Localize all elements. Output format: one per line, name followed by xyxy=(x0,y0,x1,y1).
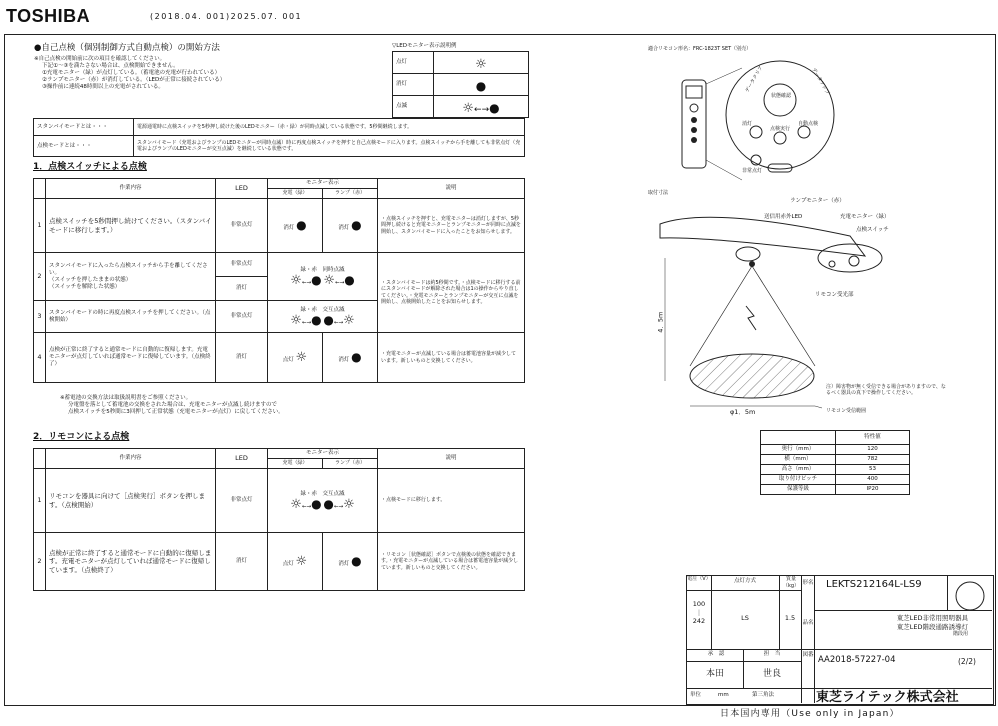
note-line: ※蓄電池の交換方法は取扱説明書をご参照ください。 xyxy=(60,395,192,401)
head-charge: 充電（緑） xyxy=(268,459,323,469)
row-led: 非常点灯 xyxy=(216,301,268,333)
doc-code: (2018.04. 001)2025.07. 001 xyxy=(150,12,303,21)
remote-btn-status: 状態確認 xyxy=(771,93,792,99)
tb-angle: 第三角法 xyxy=(752,692,775,698)
head-monitor: モニター表示 xyxy=(268,179,378,189)
row-no: 1 xyxy=(34,199,46,253)
tb-unit-label: 単位 xyxy=(690,692,702,698)
remote-btn-off: 消灯 xyxy=(742,121,753,127)
row-no: 1 xyxy=(34,469,46,533)
tb-line xyxy=(814,610,992,611)
tb-person: 世良 xyxy=(762,669,781,679)
spec-label: 取り付けピッチ xyxy=(761,475,836,485)
intro-line: ③操作前に連続48時間以上の充電がされている。 xyxy=(42,84,164,90)
row-no: 2 xyxy=(34,253,46,301)
tb-method: LS xyxy=(741,614,749,622)
legend-title: ▽LEDモニター表示説明例 xyxy=(392,43,457,49)
legend-table xyxy=(392,51,529,118)
tb-zuban: 図番 xyxy=(802,652,814,658)
tb-line xyxy=(801,576,802,703)
head-monitor: モニター表示 xyxy=(268,449,378,459)
section2-table xyxy=(33,448,525,591)
tb-approve-label: 承 認 xyxy=(707,651,725,657)
row-led: 非常点灯 xyxy=(216,199,268,253)
intro-line: ①充電モニター（緑）が点灯している。（蓄電池の充電が行われている） xyxy=(42,70,221,76)
tb-drawing-no: AA2018-57227-04 xyxy=(818,655,896,665)
section1-title: 1．点検スイッチによる点検 xyxy=(33,162,147,172)
row-led: 非常点灯 xyxy=(216,469,268,533)
legend-label: 点灯 xyxy=(393,52,434,74)
row-led: 消灯 xyxy=(216,533,268,591)
spec-value: 782 xyxy=(836,455,910,465)
row-work: 点検が正常に終了すると通常モードに自動的に復帰します。充電モニターが点灯していれば通常モードに復帰しています。（点検終了） xyxy=(46,333,216,383)
tb-names: 東芝LED非常用照明器具 東芝LED階段通路誘導灯 階段用 xyxy=(896,614,968,637)
head-led: LED xyxy=(216,179,268,199)
row-work: リモコンを器具に向けて［点検実行］ボタンを押します。（点検開始） xyxy=(46,469,216,533)
def-desc: スタンバイモード（充電およびランプのLEDモニターが同時点滅）時に再度点検スイッチを押すと自己点検モードに入ります。点検スイッチから手を離しても非常点灯（充電およびランプのLEDモニターが交互点滅）を継続している状態です。 xyxy=(134,136,525,157)
head-work: 作業内容 xyxy=(46,449,216,469)
head-led: LED xyxy=(216,449,268,469)
row-work: 点検スイッチを5秒間押し続けてください。（スタンバイモードに移行します。） xyxy=(46,199,216,253)
remote-title: 適合リモコン形名：FRC-1823T SET（別売） xyxy=(648,46,752,52)
row-monitor: 緑・赤 交互点滅 ☼←→● ●←→☼ xyxy=(268,301,378,333)
tb-mass-label: 質量（kg） xyxy=(779,576,802,590)
label-lamp-monitor: ランプモニター（赤） xyxy=(790,198,845,204)
spec-label: 保護等級 xyxy=(761,485,836,495)
row-work: スタンバイモードに入ったら点検スイッチから手を離してください。 （スイッチを押したままの状態） （スイッチを解除した状態） xyxy=(46,253,216,301)
intro-line: 下記①～③を満たさない場合は、点検開始できません。 xyxy=(42,63,179,69)
spec-value: IP20 xyxy=(836,485,910,495)
tb-volt-label: 電圧（V） xyxy=(687,576,712,590)
row-desc: ・点検スイッチを押すと、充電モニターは消灯しますが、5秒間押し続けると充電モニターとランプモニターが同時に点滅を開始し、スタンバイモードに入ったことをお知らせします。 xyxy=(378,199,525,253)
legend-label: 点滅 xyxy=(393,96,434,118)
tb-line xyxy=(743,649,744,688)
legend-blink-icon: ☼←→● xyxy=(434,96,529,118)
intro-line: ②ランプモニター（赤）が消灯している。（LEDが正常に接続されている） xyxy=(42,77,226,83)
head-charge: 充電（緑） xyxy=(268,189,323,199)
tb-line xyxy=(814,576,815,703)
tb-charge-label: 担 当 xyxy=(763,651,781,657)
tb-volt: 100 ｜ 242 xyxy=(692,600,706,625)
fixture-diameter: φ1．5m xyxy=(730,408,756,416)
row-charge: 点灯 ☼ xyxy=(268,533,323,591)
tb-model: LEKTS212164L-LS9 xyxy=(826,579,922,590)
row-led: 非常点灯 xyxy=(216,253,268,277)
head-no xyxy=(34,449,46,469)
def-term: 点検モードとは・・・ xyxy=(34,136,134,157)
tb-line xyxy=(686,590,801,591)
tb-page: (2/2) xyxy=(958,657,976,666)
tb-line xyxy=(686,649,992,650)
row-monitor: 緑・赤 交互点滅 ☼←→● ●←→☼ xyxy=(268,469,378,533)
row-charge: 点灯 ☼ xyxy=(268,333,323,383)
head-desc: 説明 xyxy=(378,449,525,469)
note-line: 点検スイッチを5秒間に3回押して正常状態（充電モニターが点灯）に戻してください。 xyxy=(68,409,284,415)
brand-logo: TOSHIBA xyxy=(6,6,91,26)
tb-hinmei: 品名 xyxy=(802,620,814,626)
tb-line xyxy=(711,576,712,649)
row-no: 2 xyxy=(34,533,46,591)
intro xyxy=(34,43,225,91)
row-charge: 消灯 ● xyxy=(268,199,323,253)
row-no: 3 xyxy=(34,301,46,333)
tb-method-label: 点灯方式 xyxy=(733,578,756,584)
remote-btn-auto: 自動点検 xyxy=(798,121,819,127)
spec-label: 横（mm） xyxy=(761,455,836,465)
spec-value: 120 xyxy=(836,445,910,455)
row-no: 4 xyxy=(34,333,46,383)
tb-approver: 本田 xyxy=(705,669,724,679)
definitions-table xyxy=(33,118,525,157)
row-led: 消灯 xyxy=(216,277,268,301)
section2-title: 2．リモコンによる点検 xyxy=(33,432,130,442)
legend-dot-icon: ● xyxy=(434,74,529,96)
row-desc: ・充電モニターが点滅している場合は蓄電池容量が減少しています。新しいものと交換してください。 xyxy=(378,333,525,383)
row-monitor: 緑・赤 同時点滅 ☼←→● ☼←→● xyxy=(268,253,378,301)
spec-value: 400 xyxy=(836,475,910,485)
row-lamp: 消灯 ● xyxy=(323,333,378,383)
spec-label: 奥行（mm） xyxy=(761,445,836,455)
fixture-range: リモコン受信範囲 xyxy=(826,408,867,414)
led-legend xyxy=(392,43,529,118)
spec-head: 特性値 xyxy=(836,431,910,445)
note-line: 分電盤を落として蓄電池の交換をされた場合は、充電モニターが点滅し続けますので xyxy=(68,402,278,408)
label-charge-monitor: 充電モニター（緑） xyxy=(840,214,890,220)
head-no xyxy=(34,179,46,199)
intro-line: ※自己点検の開始前に次の項目を確認してください。 xyxy=(34,56,166,62)
label-receiver: リモコン受光部 xyxy=(815,292,854,298)
section1-table xyxy=(33,178,525,383)
fixture-note: 注）障害物が無く受信できる場合がありますので、なるべく器具の真下で操作してください。 xyxy=(826,384,946,396)
tb-unit: mm xyxy=(718,692,729,698)
spec-value: 53 xyxy=(836,465,910,475)
section1-notes xyxy=(60,395,284,416)
head-lamp: ランプ（赤） xyxy=(323,459,378,469)
tb-symbol xyxy=(947,576,992,610)
tb-company: 東芝ライテック株式会社 xyxy=(816,690,959,705)
row-work: スタンバイモードの時に再度点検スイッチを押してください。（点検開始） xyxy=(46,301,216,333)
spec-label: 高さ（mm） xyxy=(761,465,836,475)
legend-sun-icon: ☼ xyxy=(434,52,529,74)
def-term: スタンバイモードとは・・・ xyxy=(34,119,134,136)
fixture-scale-label: 取付寸法 xyxy=(648,190,669,196)
head-desc: 説明 xyxy=(378,179,525,199)
spec-blank xyxy=(761,431,836,445)
footer-domestic: 日本国内専用（Use only in Japan） xyxy=(720,709,900,719)
fixture-height: 4．5m xyxy=(656,311,665,333)
spec-table xyxy=(760,430,910,495)
head-work: 作業内容 xyxy=(46,179,216,199)
row-desc: ・スタンバイモードは約5秒間です。・点検モードに移行する前にスタンバイモードが解除された場合は1の操作からやり直してください。・充電モニターとランプモニターが交互に点滅を開始し、点検開始したことをお知らせします。 xyxy=(378,253,525,333)
row-lamp: 消灯 ● xyxy=(323,199,378,253)
def-desc: 電源通電時に点検スイッチを5秒押し続けた後のLEDモニター（赤・緑）が同時点滅している状態です。5秒間継続します。 xyxy=(134,119,525,136)
remote-side-left: データクリア xyxy=(744,64,765,94)
label-ir-led: 送信用赤外LED xyxy=(764,214,803,220)
tb-katachi: 形名 xyxy=(802,580,814,586)
intro-title: ●自己点検（個別制御方式自動点検）の開始方法 xyxy=(34,43,220,53)
row-led: 消灯 xyxy=(216,333,268,383)
row-lamp: 消灯 ● xyxy=(323,533,378,591)
label-check-switch: 点検スイッチ xyxy=(856,227,889,233)
tb-mass: 1.5 xyxy=(784,614,796,622)
row-desc: ・点検モードに移行します。 xyxy=(378,469,525,533)
head-lamp: ランプ（赤） xyxy=(323,189,378,199)
tb-line xyxy=(779,576,780,649)
remote-btn-check: 点検実行 xyxy=(770,126,791,132)
remote-side-right: データアップ xyxy=(810,66,831,96)
remote-btn-emergency: 非常点灯 xyxy=(742,168,763,174)
row-work: 点検が正常に終了すると通常モードに自動的に復帰します。充電モニターが点灯していれば通常モードに復帰しています。（点検終了） xyxy=(46,533,216,591)
row-desc: ・リモコン［状態確認］ボタンで点検後の状態を確認できます。・充電モニターが点滅している場合は蓄電池容量が減少しています。新しいものと交換してください。 xyxy=(378,533,525,591)
legend-label: 消灯 xyxy=(393,74,434,96)
